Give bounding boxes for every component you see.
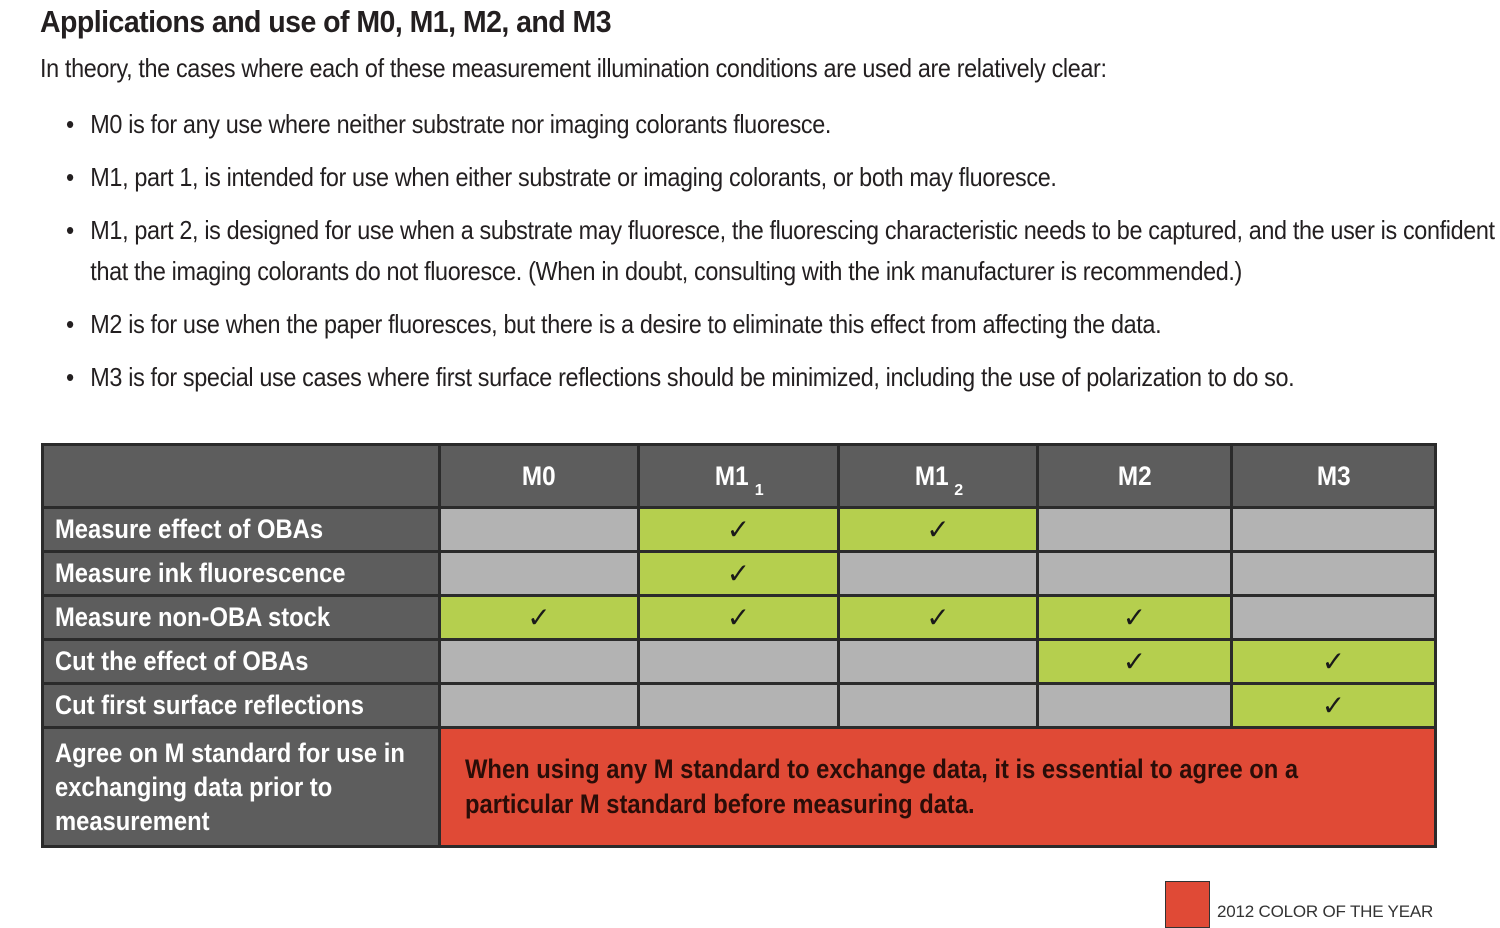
table-row xyxy=(43,508,1436,552)
checkmark-icon: ✓ xyxy=(1321,646,1346,677)
column-header-m1-2 xyxy=(839,445,1038,508)
empty-cell xyxy=(1232,552,1436,596)
column-header-label: M3 xyxy=(1316,460,1351,491)
bullet-icon: • xyxy=(66,162,74,192)
column-header-label: M0 xyxy=(522,460,556,491)
bullet-icon: • xyxy=(66,362,74,392)
column-header-label: M2 xyxy=(1117,460,1152,491)
checked-cell xyxy=(1232,640,1436,684)
empty-cell xyxy=(1232,508,1436,552)
checkmark-icon: ✓ xyxy=(527,602,551,633)
checked-cell xyxy=(1038,640,1232,684)
header-corner xyxy=(43,445,440,508)
empty-cell xyxy=(440,684,639,728)
column-header-m0 xyxy=(440,445,639,508)
row-label xyxy=(43,508,440,552)
agreement-note xyxy=(440,728,1436,847)
checked-cell xyxy=(839,508,1038,552)
empty-cell xyxy=(639,640,839,684)
list-item xyxy=(66,304,1479,345)
row-label-text: Cut the effect of OBAs xyxy=(55,646,309,676)
table-row xyxy=(43,596,1436,640)
checked-cell xyxy=(440,596,639,640)
bullet-text: M0 is for any use where neither substrate nor imaging colorants fluoresce. xyxy=(90,109,832,139)
agreement-note-text: When using any M standard to exchange data, it is essential to agree on a particular M standard before measuring data. xyxy=(465,754,1299,819)
checkmark-icon: ✓ xyxy=(726,602,751,633)
checkmark-icon: ✓ xyxy=(1321,690,1346,721)
checkmark-icon: ✓ xyxy=(726,514,751,545)
empty-cell xyxy=(639,684,839,728)
list-item xyxy=(66,157,1479,198)
row-label xyxy=(43,640,440,684)
checked-cell xyxy=(639,552,839,596)
checked-cell xyxy=(839,596,1038,640)
bullet-text: M3 is for special use cases where first surface reflections should be minimized, including the use of polarization to do so. xyxy=(90,362,1295,392)
checkmark-icon: ✓ xyxy=(926,514,950,545)
row-label-text: Measure effect of OBAs xyxy=(55,514,324,544)
bullet-icon: • xyxy=(66,109,74,139)
color-swatch xyxy=(1165,881,1210,928)
row-label-text: Measure non-OBA stock xyxy=(55,602,331,632)
row-label-text: Cut first surface reflections xyxy=(55,690,364,720)
checkmark-icon: ✓ xyxy=(926,602,950,633)
table-header-row xyxy=(43,445,1436,508)
row-label-text: Agree on M standard for use in exchanging data prior to measurement xyxy=(55,738,405,836)
checked-cell xyxy=(639,508,839,552)
column-header-m2 xyxy=(1038,445,1232,508)
checkmark-icon: ✓ xyxy=(1122,602,1147,633)
empty-cell xyxy=(1038,684,1232,728)
table-row xyxy=(43,552,1436,596)
row-label xyxy=(43,552,440,596)
checked-cell xyxy=(1038,596,1232,640)
checked-cell xyxy=(639,596,839,640)
color-of-the-year-label: 2012 COLOR OF THE YEAR xyxy=(1217,902,1434,921)
column-header-subscript: 1 xyxy=(754,481,764,499)
empty-cell xyxy=(839,640,1038,684)
empty-cell xyxy=(839,552,1038,596)
row-label-agree xyxy=(43,728,440,847)
empty-cell xyxy=(1232,596,1436,640)
checkmark-icon: ✓ xyxy=(726,558,751,589)
column-header-label: M1 xyxy=(715,460,749,491)
empty-cell xyxy=(440,552,639,596)
list-item xyxy=(66,357,1479,398)
intro-text: In theory, the cases where each of these measurement illumination conditions are used are relatively clear: xyxy=(40,53,1107,83)
row-label-text: Measure ink fluorescence xyxy=(55,558,346,588)
empty-cell xyxy=(1038,552,1232,596)
empty-cell xyxy=(1038,508,1232,552)
row-label xyxy=(43,596,440,640)
bullet-list xyxy=(66,104,1495,410)
page-title: Applications and use of M0, M1, M2, and M3 xyxy=(40,4,612,39)
table-row xyxy=(43,684,1436,728)
bullet-text: M2 is for use when the paper fluoresces, but there is a desire to eliminate this effect from affecting the data. xyxy=(90,309,1162,339)
empty-cell xyxy=(839,684,1038,728)
bullet-text: M1, part 2, is designed for use when a substrate may fluoresce, the fluorescing characteristic needs to be captured, and the user is confident that the imaging colorants do not fluoresce. (When in doubt, consulting with the ink manufacturer is recommended.) xyxy=(90,215,1495,286)
column-header-m1-1 xyxy=(639,445,839,508)
row-label xyxy=(43,684,440,728)
column-header-m3 xyxy=(1232,445,1436,508)
table-row xyxy=(43,728,1436,847)
empty-cell xyxy=(440,508,639,552)
column-header-subscript: 2 xyxy=(954,481,964,499)
bullet-icon: • xyxy=(66,309,74,339)
bullet-icon: • xyxy=(66,215,74,245)
checkmark-icon: ✓ xyxy=(1122,646,1147,677)
bullet-text: M1, part 1, is intended for use when either substrate or imaging colorants, or both may fluoresce. xyxy=(90,162,1057,192)
measurement-condition-table xyxy=(41,443,1437,848)
checked-cell xyxy=(1232,684,1436,728)
empty-cell xyxy=(440,640,639,684)
list-item xyxy=(66,210,1500,292)
list-item xyxy=(66,104,1479,145)
table-row xyxy=(43,640,1436,684)
column-header-label: M1 xyxy=(914,460,949,491)
